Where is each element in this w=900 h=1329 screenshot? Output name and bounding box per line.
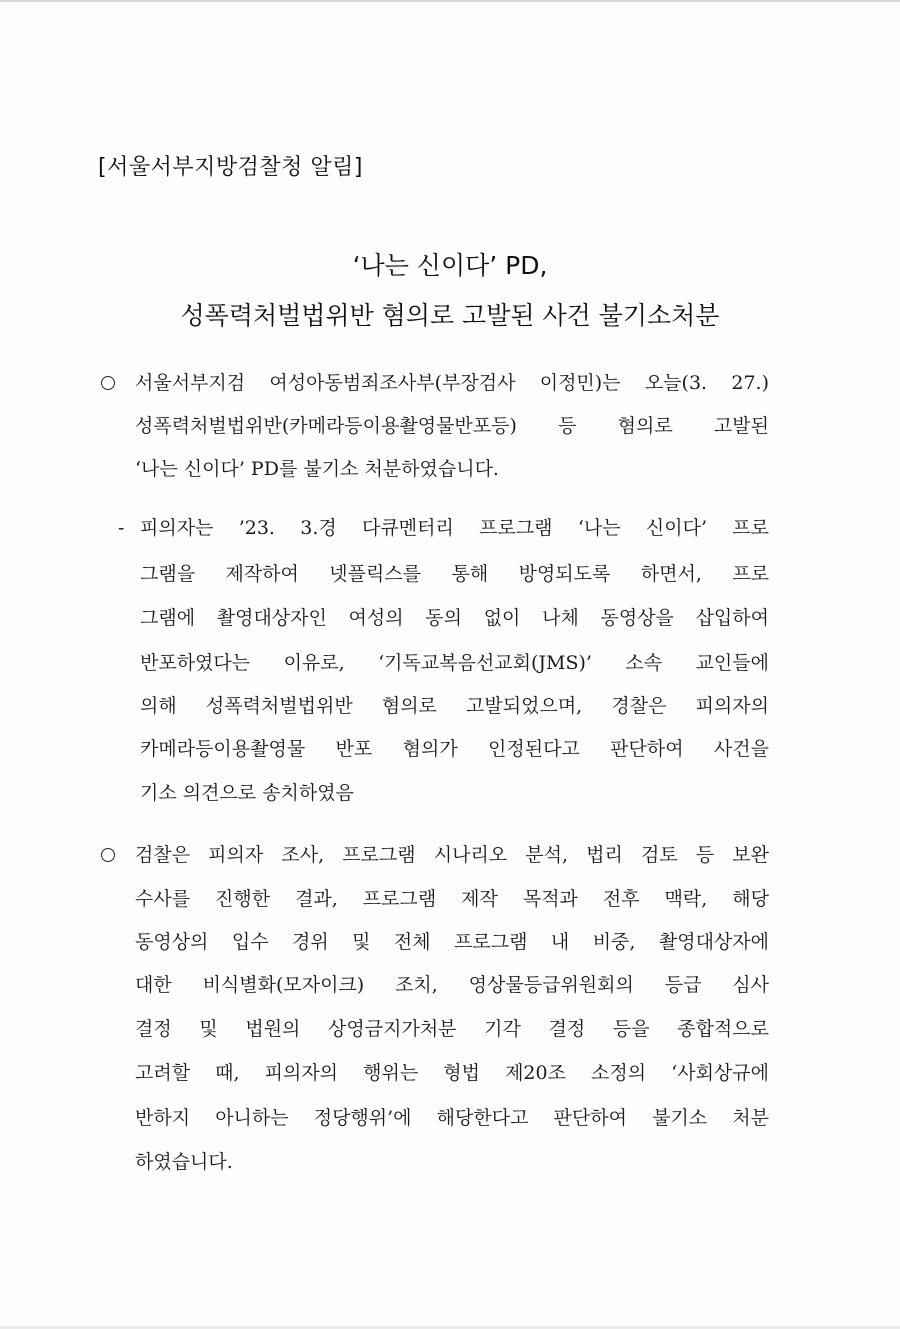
section-3-line-3: 동영상의 입수 경위 및 전체 프로그램 내 비중, 촬영대상자에 [135,931,769,953]
section-2-line-1: 피의자는 ’23. 3.경 다큐멘터리 프로그램 ‘나는 신이다’ 프로 [140,517,769,539]
dash-bullet: - [118,517,125,539]
section-2-line-5: 의해 성폭력처벌법위반 혐의로 고발되었으며, 경찰은 피의자의 [140,695,769,717]
section-1-line-2: 성폭력처벌법위반(카메라등이용촬영물반포등) 등 혐의로 고발된 [135,415,769,437]
section-2-line-7: 기소 의견으로 송치하였음 [140,782,354,804]
section-3-line-6: 고려할 때, 피의자의 행위는 형법 제20조 소정의 ‘사회상규에 [135,1062,769,1084]
circle-bullet-icon [101,848,115,862]
title-line-2: 성폭력처벌법위반 혐의로 고발된 사건 불기소처분 [180,301,720,330]
title-line-1: ‘나는 신이다’ PD, [352,251,548,280]
section-1-line-1: 서울서부지검 여성아동범죄조사부(부장검사 이정민)는 오늘(3. 27.) [135,372,769,394]
circle-bullet-icon [101,376,115,390]
section-3-line-7: 반하지 아니하는 정당행위’에 해당한다고 판단하여 불기소 처분 [135,1107,769,1129]
section-3-line-1: 검찰은 피의자 조사, 프로그램 시나리오 분석, 법리 검토 등 보완 [135,844,769,866]
section-3-line-5: 결정 및 법원의 상영금지가처분 기각 결정 등을 종합적으로 [135,1018,769,1040]
section-2-line-3: 그램에 촬영대상자인 여성의 동의 없이 나체 동영상을 삽입하여 [140,607,769,629]
page-top-edge [0,0,900,2]
section-2-line-2: 그램을 제작하여 넷플릭스를 통해 방영되도록 하면서, 프로 [140,563,769,585]
section-2-line-4: 반포하였다는 이유로, ‘기독교복음선교회(JMS)’ 소속 교인들에 [140,652,769,674]
section-3-line-2: 수사를 진행한 결과, 프로그램 제작 목적과 전후 맥락, 해당 [135,888,769,910]
section-1-line-3: ‘나는 신이다’ PD를 불기소 처분하였습니다. [135,458,499,480]
section-3-line-4: 대한 비식별화(모자이크) 조치, 영상물등급위원회의 등급 심사 [135,974,769,996]
press-release-header: [서울서부지방검찰청 알림] [98,155,363,180]
section-3-line-8: 하였습니다. [135,1151,233,1173]
section-2-line-6: 카메라등이용촬영물 반포 혐의가 인정된다고 판단하여 사건을 [140,738,769,760]
